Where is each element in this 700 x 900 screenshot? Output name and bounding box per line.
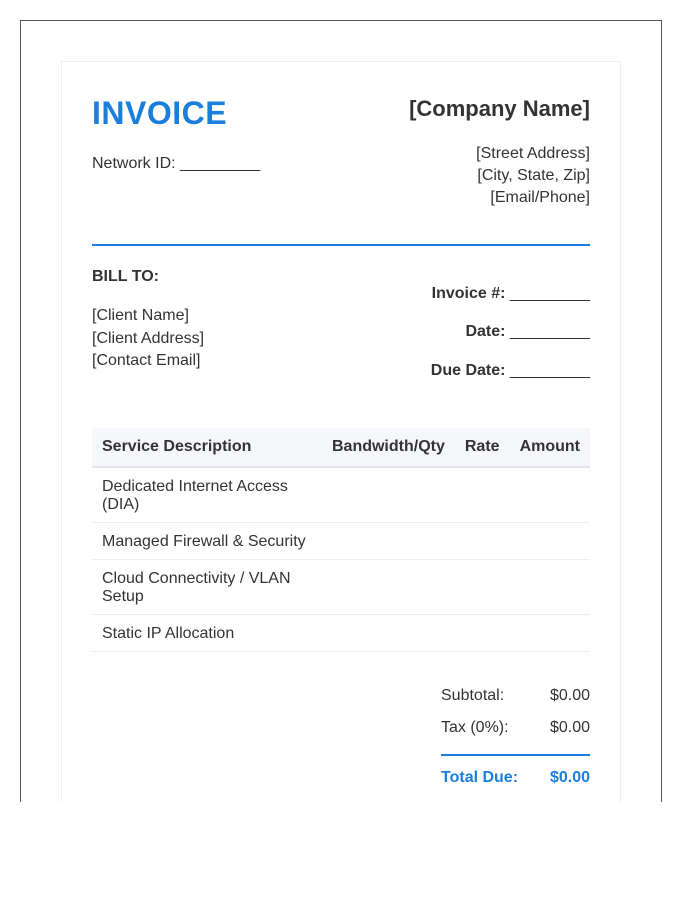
amount-cell <box>510 467 590 523</box>
subtotal-value: $0.00 <box>549 687 590 704</box>
bandwidth-cell <box>322 560 455 615</box>
amount-cell <box>510 560 590 615</box>
invoice-title: INVOICE <box>92 95 228 131</box>
street-address: [Street Address] <box>476 145 590 162</box>
rate-cell <box>455 467 510 523</box>
invoice-number-field <box>432 285 590 303</box>
client-block <box>92 305 204 373</box>
header-divider <box>92 244 590 246</box>
table-row <box>92 467 590 523</box>
header-amount: Amount <box>510 428 590 467</box>
bandwidth-cell <box>322 467 455 523</box>
page-bottom-margin <box>0 802 700 900</box>
network-id-field: Network ID: _________ <box>92 155 261 172</box>
totals-divider <box>441 754 590 756</box>
rate-cell <box>455 615 510 652</box>
service-description-cell: Managed Firewall & Security <box>92 523 322 560</box>
header-bandwidth-qty: Bandwidth/Qty <box>322 428 455 467</box>
services-table <box>92 428 590 652</box>
header-service-description: Service Description <box>92 428 322 467</box>
invoice-number-label: Invoice #: <box>431 285 506 302</box>
service-description-cell: Cloud Connectivity / VLAN Setup <box>92 560 322 615</box>
company-name: [Company Name] <box>409 96 590 121</box>
total-due-label: Total Due: <box>441 769 519 786</box>
date-field <box>465 323 590 341</box>
bill-to-heading: BILL TO: <box>92 268 159 285</box>
date-label: Date: <box>465 323 506 340</box>
table-row <box>92 523 590 560</box>
total-due-value: $0.00 <box>549 769 590 786</box>
client-name: [Client Name] <box>92 307 189 324</box>
client-email: [Contact Email] <box>92 352 201 369</box>
header-rate: Rate <box>455 428 510 467</box>
rate-cell <box>455 560 510 615</box>
table-row <box>92 615 590 652</box>
amount-cell <box>510 615 590 652</box>
amount-cell <box>510 523 590 560</box>
subtotal-label: Subtotal: <box>441 687 505 704</box>
rate-cell <box>455 523 510 560</box>
due-date-label: Due Date: <box>430 362 506 379</box>
due-date-blank: _________ <box>509 362 590 379</box>
client-address: [Client Address] <box>92 329 205 347</box>
table-header-row <box>92 428 590 467</box>
bandwidth-cell <box>322 615 455 652</box>
due-date-field <box>431 362 590 380</box>
tax-label: Tax (0%): <box>441 719 509 736</box>
tax-value: $0.00 <box>549 719 590 736</box>
service-description-cell: Dedicated Internet Access (DIA) <box>92 467 322 523</box>
company-address <box>476 143 590 209</box>
city-state-zip: [City, State, Zip] <box>477 167 590 184</box>
email-phone: [Email/Phone] <box>490 189 590 206</box>
date-blank: _________ <box>509 323 590 340</box>
bandwidth-cell <box>322 523 455 560</box>
service-description-cell: Static IP Allocation <box>92 615 322 652</box>
invoice-number-blank: _________ <box>509 285 590 302</box>
table-row <box>92 560 590 615</box>
